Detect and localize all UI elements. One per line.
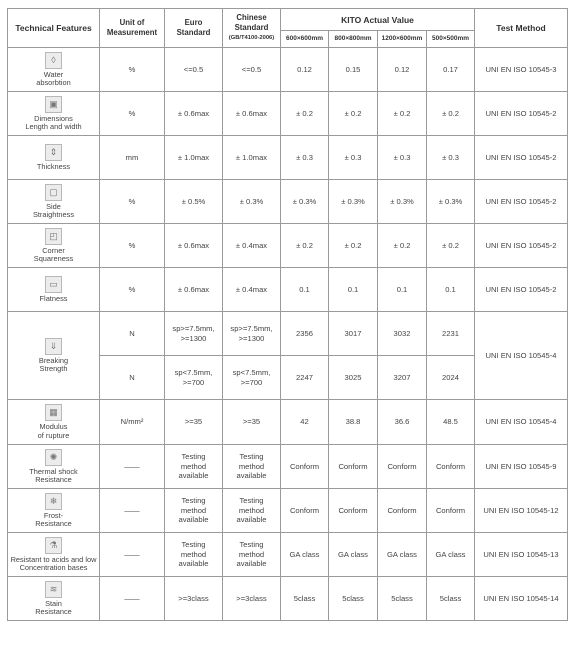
test-method-cell: UNI EN ISO 10545-12 [475, 489, 568, 533]
header-unit: Unit of Measurement [100, 9, 165, 48]
test-method-cell: UNI EN ISO 10545-14 [475, 577, 568, 621]
euro-standard-cell: Testing method available [165, 533, 223, 577]
chinese-standard-cell: Testing method available [223, 445, 281, 489]
actual-value-cell: 48.5 [427, 400, 475, 445]
chinese-standard-cell: <=0.5 [223, 48, 281, 92]
unit-cell: % [100, 268, 165, 312]
technical-features-table [7, 8, 568, 621]
actual-value-cell: GA class [281, 533, 329, 577]
actual-value-cell: ± 0.3 [281, 136, 329, 180]
frost-icon: ❄ [45, 493, 62, 510]
feature-cell [8, 577, 100, 621]
feature-label: Breaking Strength [38, 355, 69, 373]
feature-cell [8, 533, 100, 577]
chinese-standard-cell: >=35 [223, 400, 281, 445]
feature-label: Stain Resistance [35, 598, 72, 616]
actual-value-cell: ± 0.2 [378, 92, 427, 136]
actual-value-cell: Conform [329, 489, 378, 533]
table-row [8, 136, 568, 180]
test-method-cell: UNI EN ISO 10545-2 [475, 224, 568, 268]
test-method-cell: UNI EN ISO 10545-4 [475, 312, 568, 400]
chinese-standard-cell: Testing method available [223, 489, 281, 533]
actual-value-cell: ± 0.2 [281, 224, 329, 268]
test-method-cell: UNI EN ISO 10545-2 [475, 136, 568, 180]
header-size-800: 800×800mm [329, 31, 378, 48]
feature-label: Thickness [36, 161, 71, 171]
header-euro-standard: Euro Standard [165, 9, 223, 48]
acid-resistance-icon: ⚗ [45, 537, 62, 554]
actual-value-cell: 3032 [378, 312, 427, 356]
stain-resistance-icon: ≋ [45, 581, 62, 598]
euro-standard-cell: >=3class [165, 577, 223, 621]
test-method-cell: UNI EN ISO 10545-4 [475, 400, 568, 445]
actual-value-cell: 2356 [281, 312, 329, 356]
actual-value-cell: ± 0.3% [281, 180, 329, 224]
feature-label: Corner Squareness [33, 245, 74, 263]
unit-cell: % [100, 180, 165, 224]
table-row [8, 92, 568, 136]
euro-standard-cell: <=0.5 [165, 48, 223, 92]
actual-value-cell: ± 0.2 [427, 92, 475, 136]
actual-value-cell: ± 0.2 [329, 224, 378, 268]
side-straightness-icon: ▢ [45, 184, 62, 201]
actual-value-cell: 3017 [329, 312, 378, 356]
feature-label: Flatness [39, 293, 68, 303]
feature-cell [8, 136, 100, 180]
unit-cell: % [100, 224, 165, 268]
euro-standard-cell: sp<7.5mm, >=700 [165, 356, 223, 400]
unit-cell: mm [100, 136, 165, 180]
actual-value-cell: Conform [329, 445, 378, 489]
unit-cell: —— [100, 445, 165, 489]
thickness-icon: ⇕ [45, 144, 62, 161]
unit-cell: N/mm² [100, 400, 165, 445]
feature-label: Frost- Resistance [35, 510, 72, 528]
actual-value-cell: 3025 [329, 356, 378, 400]
euro-standard-cell: Testing method available [165, 489, 223, 533]
actual-value-cell: 2247 [281, 356, 329, 400]
chinese-standard-cell: sp<7.5mm, >=700 [223, 356, 281, 400]
actual-value-cell: 38.8 [329, 400, 378, 445]
table-row [8, 577, 568, 621]
table-row [8, 489, 568, 533]
actual-value-cell: ± 0.3 [378, 136, 427, 180]
feature-cell [8, 224, 100, 268]
unit-cell: —— [100, 577, 165, 621]
actual-value-cell: Conform [427, 445, 475, 489]
actual-value-cell: Conform [281, 445, 329, 489]
corner-squareness-icon: ◰ [45, 228, 62, 245]
header-technical-features: Technical Features [8, 9, 100, 48]
actual-value-cell: ± 0.3 [329, 136, 378, 180]
feature-cell [8, 312, 100, 400]
test-method-cell: UNI EN ISO 10545-2 [475, 180, 568, 224]
chinese-standard-cell: ± 0.4max [223, 224, 281, 268]
thermal-shock-icon: ✺ [45, 449, 62, 466]
actual-value-cell: ± 0.2 [329, 92, 378, 136]
actual-value-cell: 0.1 [281, 268, 329, 312]
feature-label: Resistant to acids and low Concentration bases [10, 554, 97, 572]
actual-value-cell: ± 0.2 [427, 224, 475, 268]
euro-standard-cell: ± 0.6max [165, 224, 223, 268]
table-row [8, 533, 568, 577]
water-drop-icon: ◊ [45, 52, 62, 69]
table-row [8, 224, 568, 268]
chinese-standard-cell: ± 1.0max [223, 136, 281, 180]
chinese-standard-cell: ± 0.4max [223, 268, 281, 312]
actual-value-cell: 5class [378, 577, 427, 621]
actual-value-cell: 36.6 [378, 400, 427, 445]
feature-cell [8, 400, 100, 445]
actual-value-cell: 0.1 [427, 268, 475, 312]
actual-value-cell: 5class [281, 577, 329, 621]
actual-value-cell: GA class [427, 533, 475, 577]
actual-value-cell: ± 0.3 [427, 136, 475, 180]
actual-value-cell: Conform [427, 489, 475, 533]
actual-value-cell: 2231 [427, 312, 475, 356]
unit-cell: —— [100, 489, 165, 533]
header-size-600: 600×600mm [281, 31, 329, 48]
test-method-cell: UNI EN ISO 10545-3 [475, 48, 568, 92]
actual-value-cell: ± 0.3% [378, 180, 427, 224]
test-method-cell: UNI EN ISO 10545-2 [475, 92, 568, 136]
header-test-method: Test Method [475, 9, 568, 48]
dimensions-icon: ▣ [45, 96, 62, 113]
actual-value-cell: Conform [378, 489, 427, 533]
feature-label: Water absorbtion [36, 69, 71, 87]
test-method-cell: UNI EN ISO 10545-13 [475, 533, 568, 577]
actual-value-cell: 5class [329, 577, 378, 621]
flatness-icon: ▭ [45, 276, 62, 293]
chinese-standard-cell: >=3class [223, 577, 281, 621]
chinese-standard-cell: sp>=7.5mm, >=1300 [223, 312, 281, 356]
test-method-cell: UNI EN ISO 10545-2 [475, 268, 568, 312]
unit-cell: % [100, 48, 165, 92]
euro-standard-cell: sp>=7.5mm, >=1300 [165, 312, 223, 356]
table-row [8, 268, 568, 312]
table-row [8, 445, 568, 489]
actual-value-cell: GA class [329, 533, 378, 577]
modulus-icon: ▦ [45, 404, 62, 421]
euro-standard-cell: ± 1.0max [165, 136, 223, 180]
actual-value-cell: Conform [378, 445, 427, 489]
actual-value-cell: GA class [378, 533, 427, 577]
euro-standard-cell: ± 0.6max [165, 268, 223, 312]
actual-value-cell: 0.1 [329, 268, 378, 312]
euro-standard-cell: >=35 [165, 400, 223, 445]
unit-cell: —— [100, 533, 165, 577]
feature-cell [8, 268, 100, 312]
table-row [8, 180, 568, 224]
actual-value-cell: ± 0.2 [281, 92, 329, 136]
chinese-standard-cell: ± 0.6max [223, 92, 281, 136]
feature-label: Thermal shock Resistance [29, 466, 78, 484]
actual-value-cell: ± 0.3% [427, 180, 475, 224]
feature-cell [8, 180, 100, 224]
actual-value-cell: 0.15 [329, 48, 378, 92]
actual-value-cell: 0.1 [378, 268, 427, 312]
header-chinese-standard: Chinese Standard (GB/T4100-2006) [223, 9, 281, 48]
chinese-standard-cell: ± 0.3% [223, 180, 281, 224]
unit-cell: N [100, 312, 165, 356]
euro-standard-cell: ± 0.5% [165, 180, 223, 224]
actual-value-cell: 42 [281, 400, 329, 445]
euro-standard-cell: ± 0.6max [165, 92, 223, 136]
actual-value-cell: ± 0.2 [378, 224, 427, 268]
unit-cell: N [100, 356, 165, 400]
actual-value-cell: 3207 [378, 356, 427, 400]
feature-cell [8, 92, 100, 136]
feature-label: Side Straightness [32, 201, 75, 219]
actual-value-cell: 5class [427, 577, 475, 621]
unit-cell: % [100, 92, 165, 136]
actual-value-cell: 0.12 [281, 48, 329, 92]
technical-features-table-container [7, 8, 567, 640]
feature-label: Dimensions Length and width [25, 113, 82, 131]
header-size-1200: 1200×600mm [378, 31, 427, 48]
feature-cell [8, 445, 100, 489]
feature-cell [8, 489, 100, 533]
actual-value-cell: ± 0.3% [329, 180, 378, 224]
table-row [8, 48, 568, 92]
feature-cell [8, 48, 100, 92]
euro-standard-cell: Testing method available [165, 445, 223, 489]
header-size-500: 500×500mm [427, 31, 475, 48]
table-row [8, 312, 568, 356]
breaking-strength-icon: ⇓ [45, 338, 62, 355]
test-method-cell: UNI EN ISO 10545-9 [475, 445, 568, 489]
actual-value-cell: 2024 [427, 356, 475, 400]
feature-label: Modulus of rupture [37, 422, 70, 440]
actual-value-cell: 0.17 [427, 48, 475, 92]
header-kito-actual-value: KITO Actual Value [281, 9, 475, 31]
chinese-standard-cell: Testing method available [223, 533, 281, 577]
actual-value-cell: Conform [281, 489, 329, 533]
actual-value-cell: 0.12 [378, 48, 427, 92]
table-row [8, 400, 568, 445]
